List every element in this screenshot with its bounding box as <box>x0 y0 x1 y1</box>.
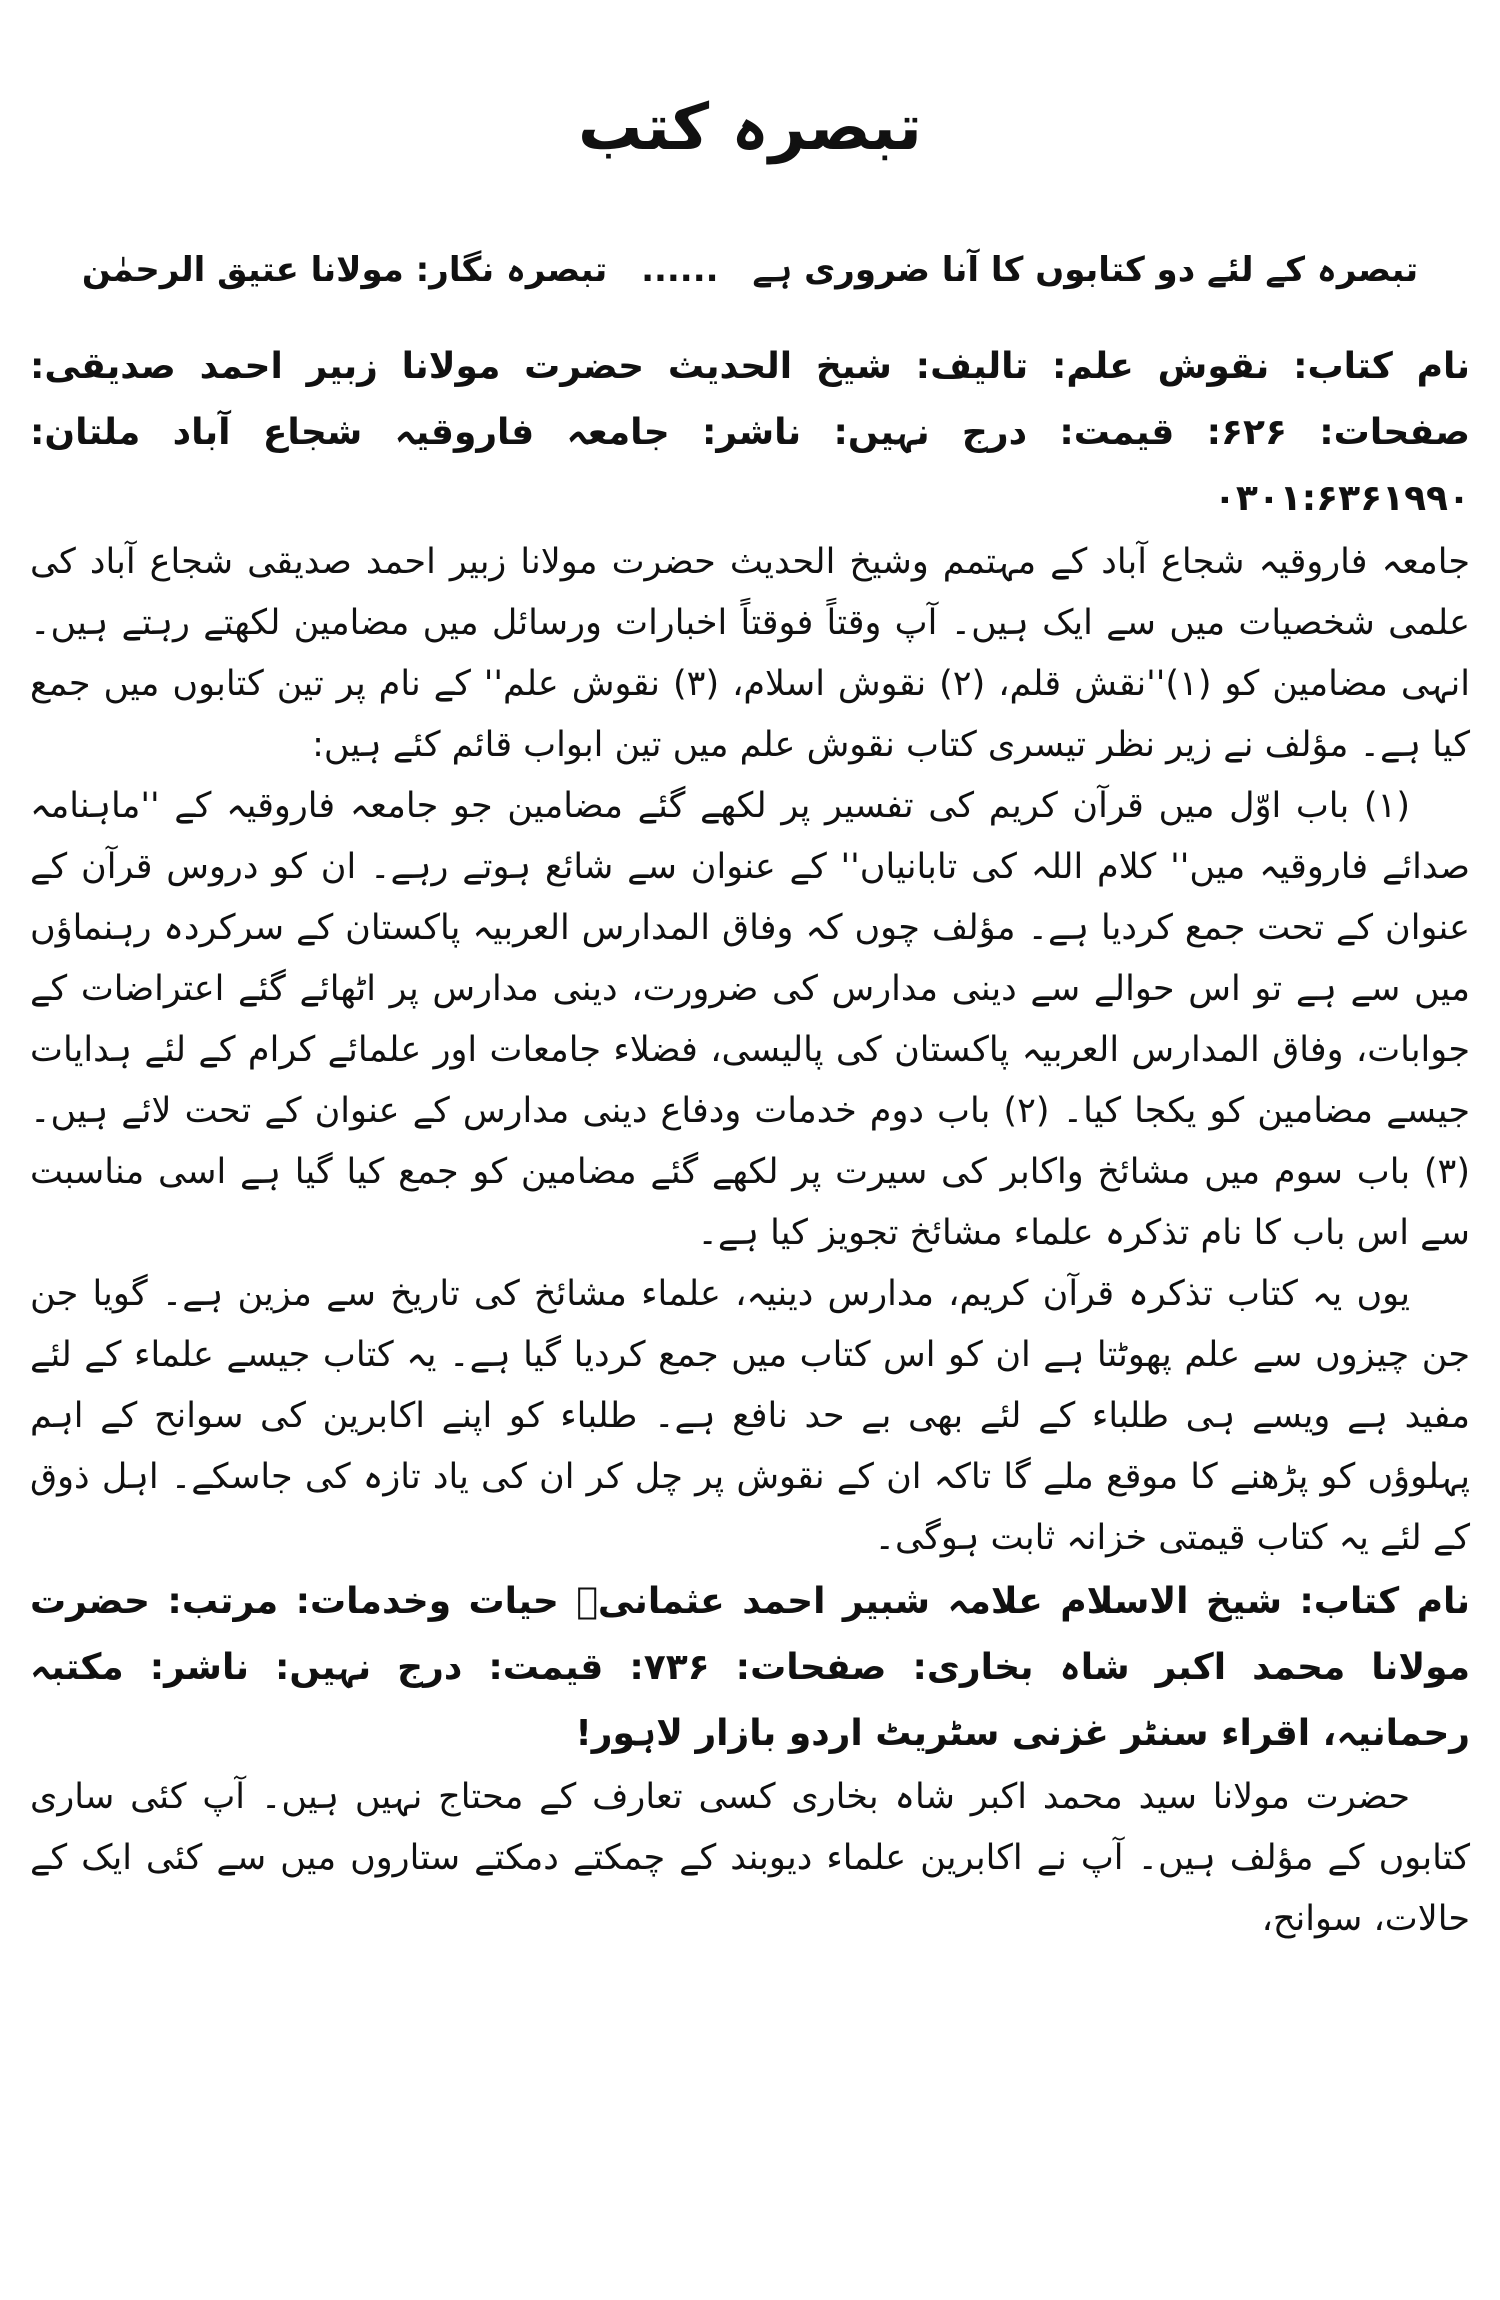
book1-paragraph-2: (۱) باب اوّل میں قرآن کریم کی تفسیر پر لکھے گئے مضامین جو جامعہ فاروقیہ کے ''ماہنامہ صدائے فاروقیہ میں'' کلام اللہ کی تابانیاں'' کے عنوان سے شائع ہوتے رہے۔ ان کو دروس قرآن کے عنوان کے تحت جمع کردیا ہے۔ مؤلف چوں کہ وفاق المدارس العربیہ پاکستان کے سرکردہ رہنماؤں میں سے ہے تو اس حوالے سے دینی مدارس کی ضرورت، دینی مدارس پر اٹھائے گئے اعتراضات کے جوابات، وفاق المدارس العربیہ پاکستان کی پالیسی، فضلاء جامعات اور علمائے کرام کے لئے ہدایات جیسے مضامین کو یکجا کیا۔ (۲) باب دوم خدمات ودفاع دینی مدارس کے عنوان کے تحت لائے ہیں۔ (۳) باب سوم میں مشائخ واکابر کی سیرت پر لکھے گئے مضامین کو جمع کیا گیا ہے اسی مناسبت سے اس باب کا نام تذکرہ علماء مشائخ تجویز کیا ہے۔ <box>30 786 1470 1254</box>
submission-note: تبصرہ کے لئے دو کتابوں کا آنا ضروری ہے <box>752 249 1419 290</box>
book1-paragraph-1: جامعہ فاروقیہ شجاع آباد کے مہتمم وشیخ الحدیث حضرت مولانا زبیر احمد صدیقی شجاع آباد کی علمی شخصیات میں سے ایک ہیں۔ آپ وقتاً فوقتاً اخبارات ورسائل میں مضامین لکھتے رہتے ہیں۔ انہی مضامین کو (۱)''نقش قلم، (۲) نقوش اسلام، (۳) نقوش علم'' کے نام پر تین کتابوں میں جمع کیا ہے۔ مؤلف نے زیر نظر تیسری کتاب نقوش علم میں تین ابواب قائم کئے ہیں: <box>30 542 1471 766</box>
reviewer-name: تبصرہ نگار: مولانا عتیق الرحمٰن <box>81 249 608 290</box>
page-title: تبصرہ کتب <box>578 91 922 165</box>
subtitle-separator: ...... <box>641 249 719 290</box>
subtitle-line <box>30 247 1470 295</box>
book2-meta: نام کتاب: شیخ الاسلام علامہ شبیر احمد عثمانیؒ حیات وخدمات: مرتب: حضرت مولانا محمد اکبر شاہ بخاری: صفحات: ۷۳۶: قیمت: درج نہیں: ناشر: مکتبہ رحمانیہ، اقراء سنٹر غزنی سٹریٹ اردو بازار لاہور! <box>30 1581 1470 1755</box>
book2-paragraph-1: حضرت مولانا سید محمد اکبر شاہ بخاری کسی تعارف کے محتاج نہیں ہیں۔ آپ کئی ساری کتابوں کے مؤلف ہیں۔ آپ نے اکابرین علماء دیوبند کے چمکتے دمکتے ستاروں میں سے کئی ایک کے حالات، سوانح، <box>30 1777 1470 1940</box>
book1-meta: نام کتاب: نقوش علم: تالیف: شیخ الحدیث حضرت مولانا زبیر احمد صدیقی: صفحات: ۶۲۶: قیمت: درج نہیں: ناشر: جامعہ فاروقیہ شجاع آباد ملتان: ۰۳۰۱:۶۳۶۱۹۹۰ <box>30 346 1471 520</box>
book1-paragraph-3: یوں یہ کتاب تذکرہ قرآن کریم، مدارس دینیہ، علماء مشائخ کی تاریخ سے مزین ہے۔ گویا جن جن چیزوں سے علم پھوٹتا ہے ان کو اس کتاب میں جمع کردیا گیا ہے۔ یہ کتاب جیسے علماء کے لئے مفید ہے ویسے ہی طلباء کے لئے بھی بے حد نافع ہے۔ طلباء کو اپنے اکابرین کی سوانح کے اہم پہلوؤں کو پڑھنے کا موقع ملے گا تاکہ ان کے نقوش پر چل کر ان کی یاد تازہ کی جاسکے۔ اہل ذوق کے لئے یہ کتاب قیمتی خزانہ ثابت ہوگی۔ <box>30 1274 1470 1559</box>
